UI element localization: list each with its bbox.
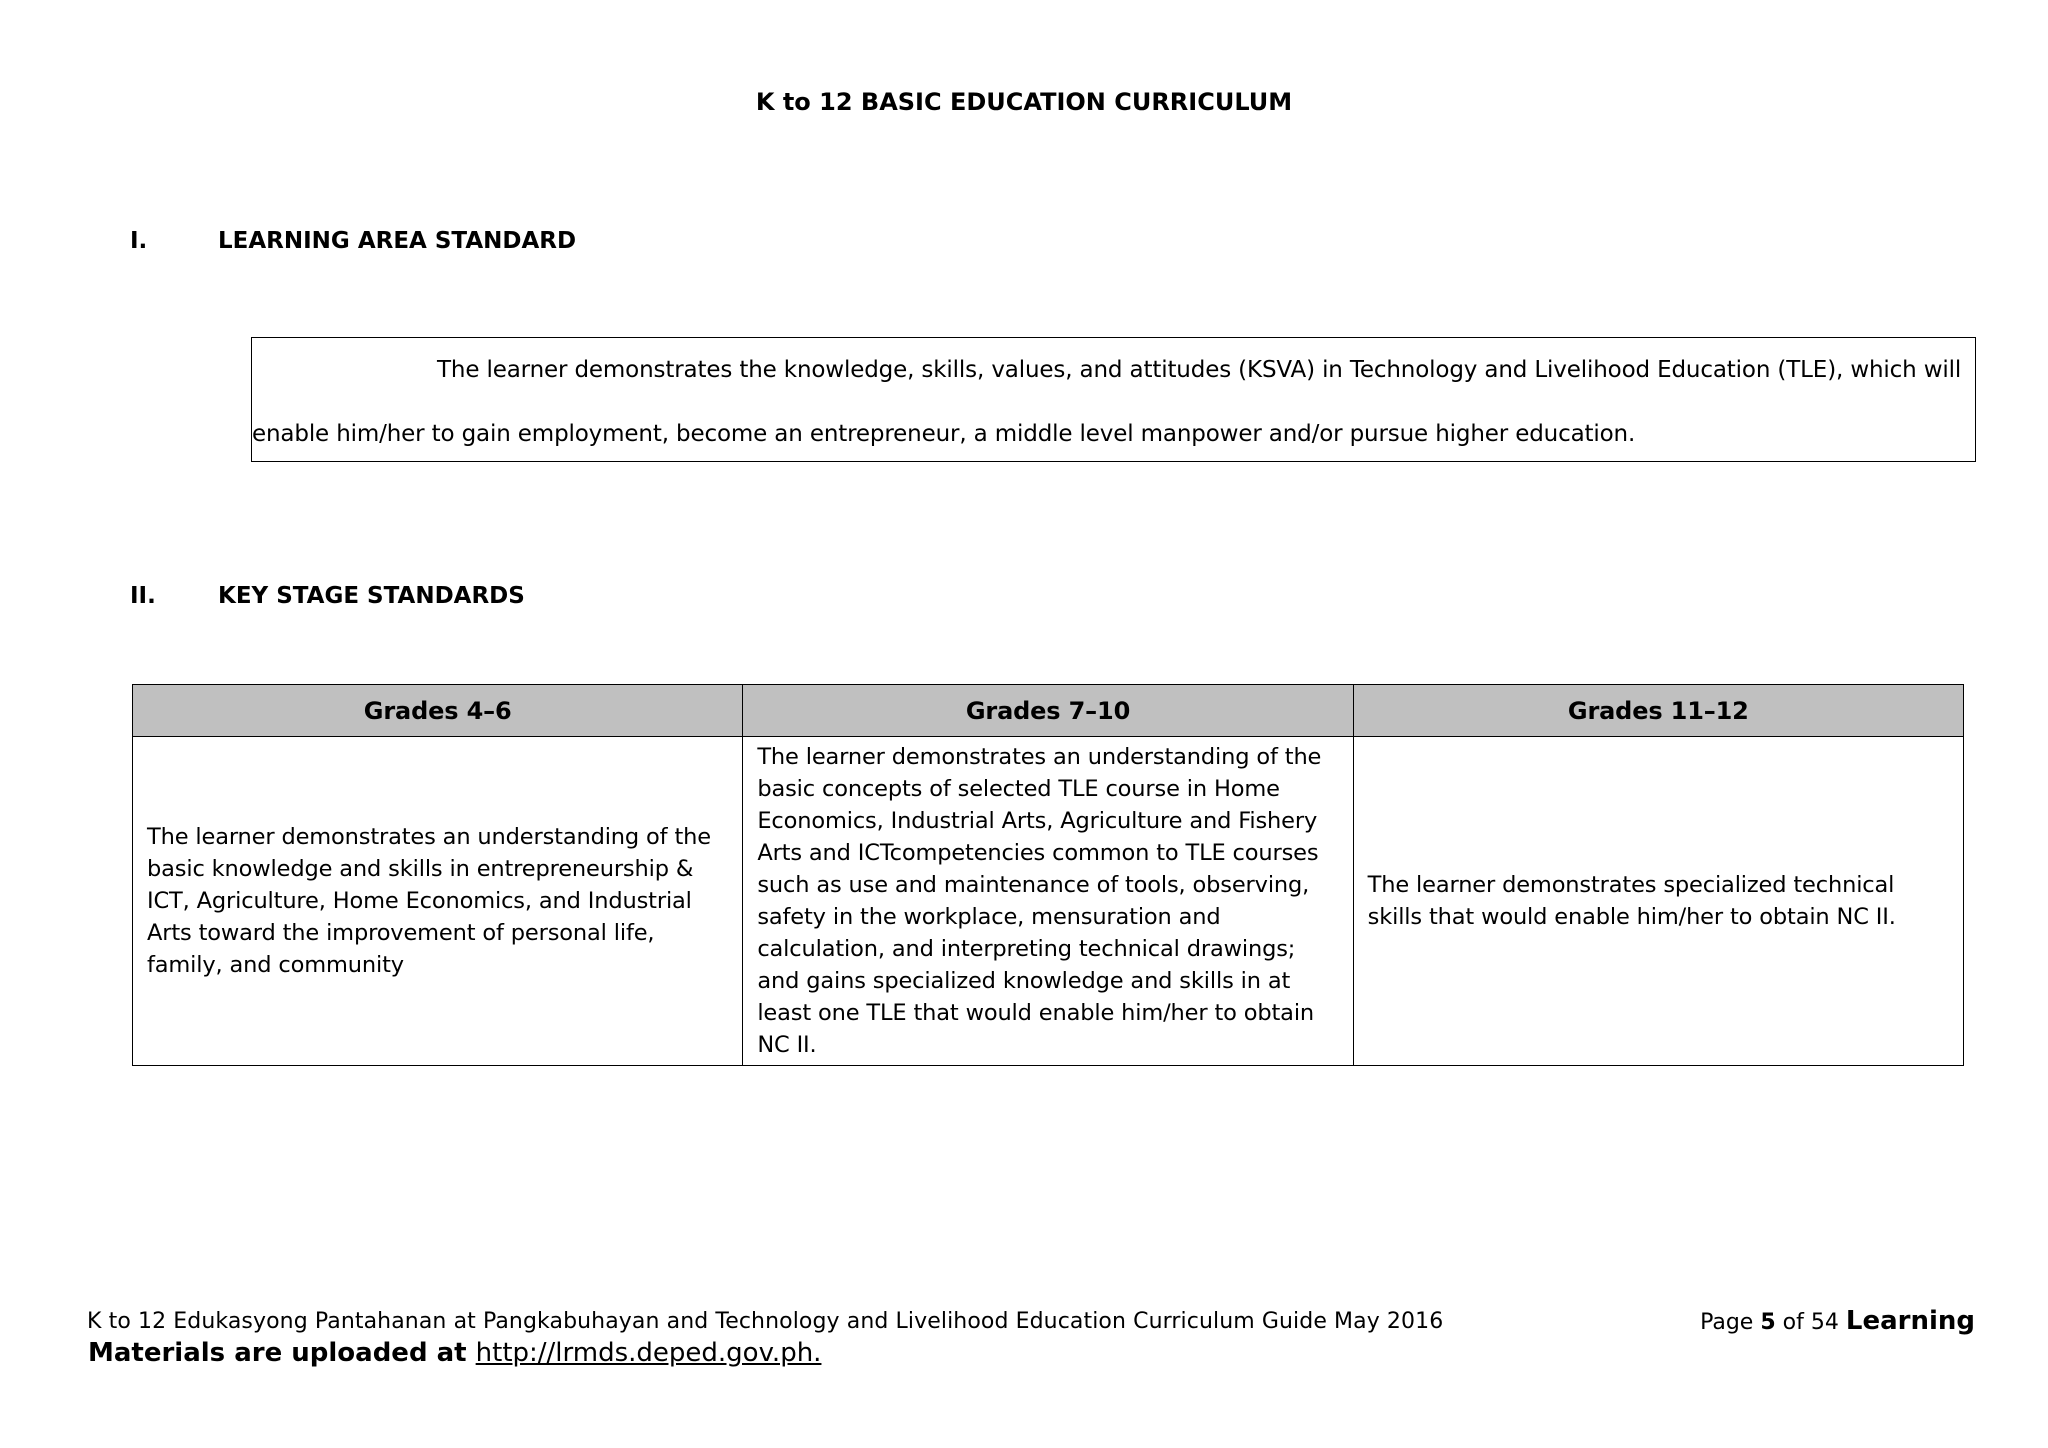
page-total: 54 [1810,1310,1839,1335]
page-label: Page [1700,1310,1754,1335]
learning-area-standard-box: The learner demonstrates the knowledge, skills, values, and attitudes (KSVA) in Technology and Livelihood Education (TLE), which will enable him/her to gain employment, become an entrepreneur, a middle level manpower and/or pursue higher education. [251,337,1976,462]
cell-grades-11-12: The learner demonstrates specialized technical skills that would enable him/her to obtain NC II. [1353,737,1963,1066]
cell-grades-4-6: The learner demonstrates an understanding of the basic knowledge and skills in entrepreneurship & ICT, Agriculture, Home Economics, and Industrial Arts toward the improvement of personal life, family, and community [133,737,743,1066]
lrmds-link[interactable]: http://lrmds.deped.gov.ph. [475,1338,822,1368]
key-stage-standards-table [132,684,1964,1066]
table-header-row [133,685,1964,737]
header-grades-7-10: Grades 7–10 [743,685,1353,737]
footer-materials-line [88,1338,821,1368]
page-number: 5 [1760,1310,1776,1335]
section-number: I. [130,228,148,254]
footer-learning-word: Learning [1845,1306,1975,1336]
table-row [133,737,1964,1066]
section-number: II. [130,583,156,609]
page-indicator [1700,1306,1975,1336]
section-learning-area-standard-heading [130,228,576,254]
section-title: KEY STAGE STANDARDS [218,583,525,609]
section-key-stage-standards-heading [130,583,525,609]
document-title: K to 12 BASIC EDUCATION CURRICULUM [755,88,1293,116]
section-title: LEARNING AREA STANDARD [218,228,577,254]
materials-text: Materials are uploaded at [88,1338,467,1368]
footer-guide-text: K to 12 Edukasyong Pantahanan at Pangkabuhayan and Technology and Livelihood Education Curriculum Guide May 2016 [87,1309,1444,1334]
cell-grades-7-10: The learner demonstrates an understanding of the basic concepts of selected TLE course in Home Economics, Industrial Arts, Agriculture and Fishery Arts and ICTcompetencies common to TLE courses such as use and maintenance of tools, observing, safety in the workplace, mensuration and calculation, and interpreting technical drawings; and gains specialized knowledge and skills in at least one TLE that would enable him/her to obtain NC II. [743,737,1353,1066]
page-of-label: of [1782,1310,1804,1335]
header-grades-11-12: Grades 11–12 [1353,685,1963,737]
header-grades-4-6: Grades 4–6 [133,685,743,737]
